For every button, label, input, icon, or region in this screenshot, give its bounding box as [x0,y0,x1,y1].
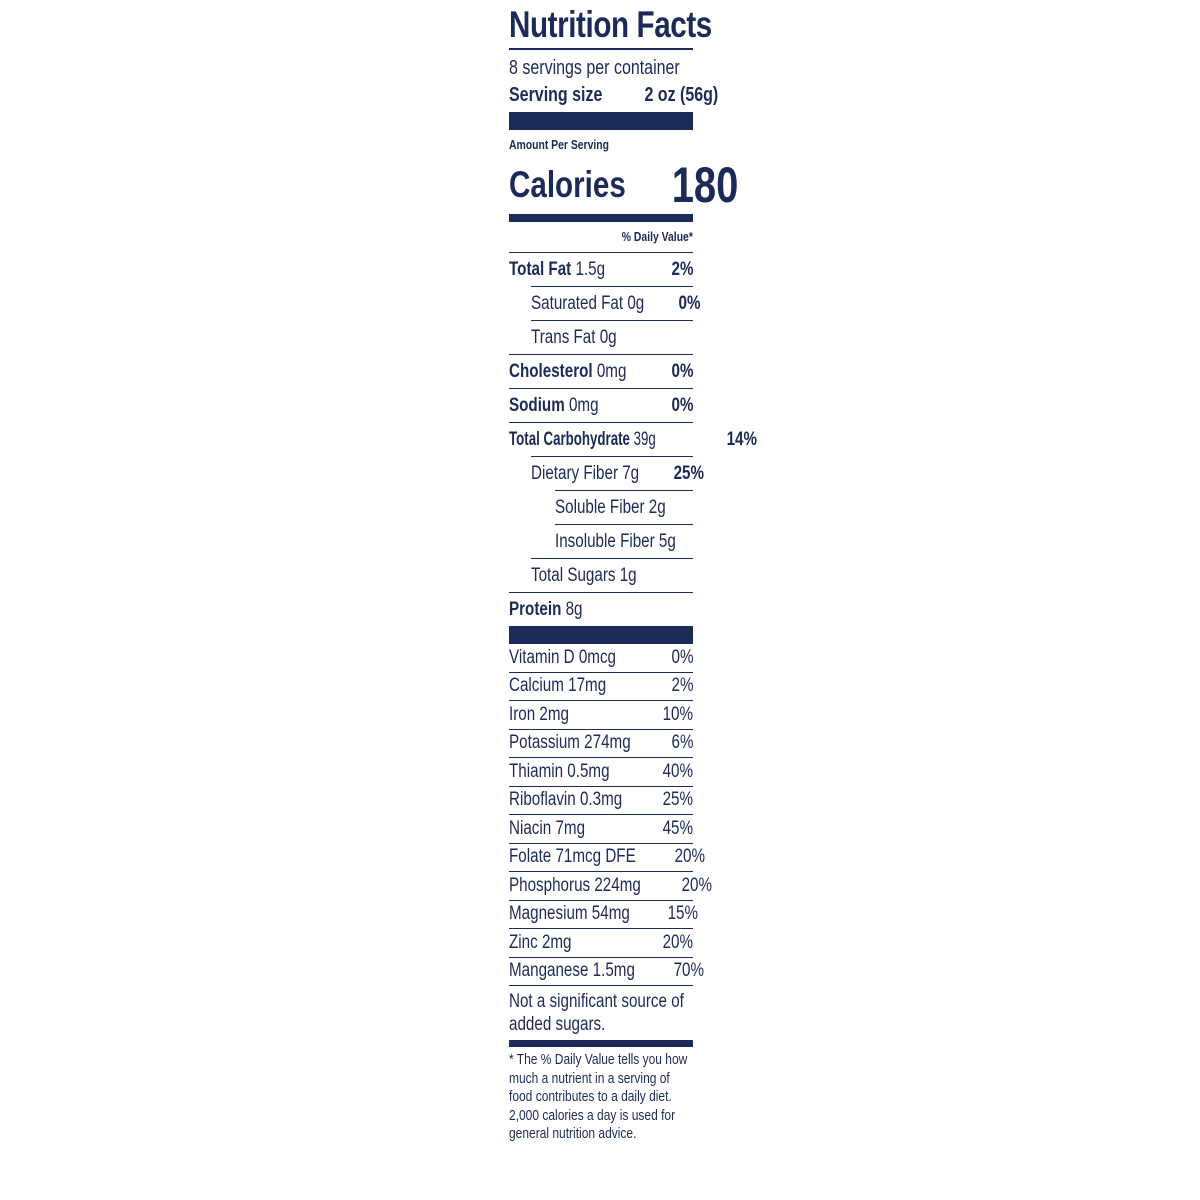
nutrient-row-protein: Protein 8g [509,592,693,626]
vitamin-row: Niacin 7mg 45% [509,814,693,843]
vitamin-row: Zinc 2mg 20% [509,928,693,957]
nutrient-row-dietary-fiber: Dietary Fiber 7g 25% [531,456,693,490]
amount-per-serving: Amount Per Serving [509,137,609,152]
added-sugars-note: Not a significant source of added sugars. [509,985,693,1038]
nutrient-row-cholesterol: Cholesterol 0mg 0% [509,354,693,388]
serving-size-value: 2 oz (56g) [644,84,718,106]
thick-divider-vitamins [509,626,693,644]
vitamin-row: Iron 2mg 10% [509,700,693,729]
vitamin-row: Thiamin 0.5mg 40% [509,757,693,786]
medium-divider [509,214,693,222]
nutrient-row-trans-fat: Trans Fat 0g [531,320,693,354]
daily-value-footnote: * The % Daily Value tells you how much a nutrient in a serving of food contributes to a daily diet. 2,000 calories a day is used for general nutrition advice. [509,1051,688,1142]
serving-size-row [509,80,718,112]
daily-value-header: % Daily Value* [509,222,693,253]
calories-value: 180 [671,157,739,213]
vitamin-row: Magnesium 54mg 15% [509,900,693,929]
servings-per-container: 8 servings per container [509,57,680,79]
nutrient-row-soluble-fiber: Soluble Fiber 2g [555,490,693,524]
vitamin-row: Phosphorus 224mg 20% [509,871,693,900]
nutrient-row-total-fat: Total Fat 1.5g 2% [509,259,693,280]
calories-label: Calories [509,164,626,205]
vitamin-list [509,644,712,985]
vitamin-row: Calcium 17mg 2% [509,672,693,701]
vitamin-row: Manganese 1.5mg 70% [509,957,693,986]
nutrient-row-total-sugars: Total Sugars 1g [531,558,693,592]
calories-row [509,156,739,214]
nutrition-facts-panel [509,2,757,1144]
nutrient-list [509,253,757,626]
thick-divider [509,112,693,130]
thin-divider [509,1040,693,1047]
vitamin-row: Riboflavin 0.3mg 25% [509,786,693,815]
nutrient-row-insoluble-fiber: Insoluble Fiber 5g [555,524,693,558]
nutrient-row-total-carbohydrate: Total Carbohydrate 39g 14% [509,422,693,456]
label-title: Nutrition Facts [509,2,693,50]
nutrient-row-sodium: Sodium 0mg 0% [509,388,693,422]
vitamin-row: Vitamin D 0mcg 0% [509,646,693,668]
nutrient-row-saturated-fat: Saturated Fat 0g 0% [531,286,693,320]
vitamin-row: Potassium 274mg 6% [509,729,693,758]
serving-size-label: Serving size [509,84,603,106]
vitamin-row: Folate 71mcg DFE 20% [509,843,693,872]
